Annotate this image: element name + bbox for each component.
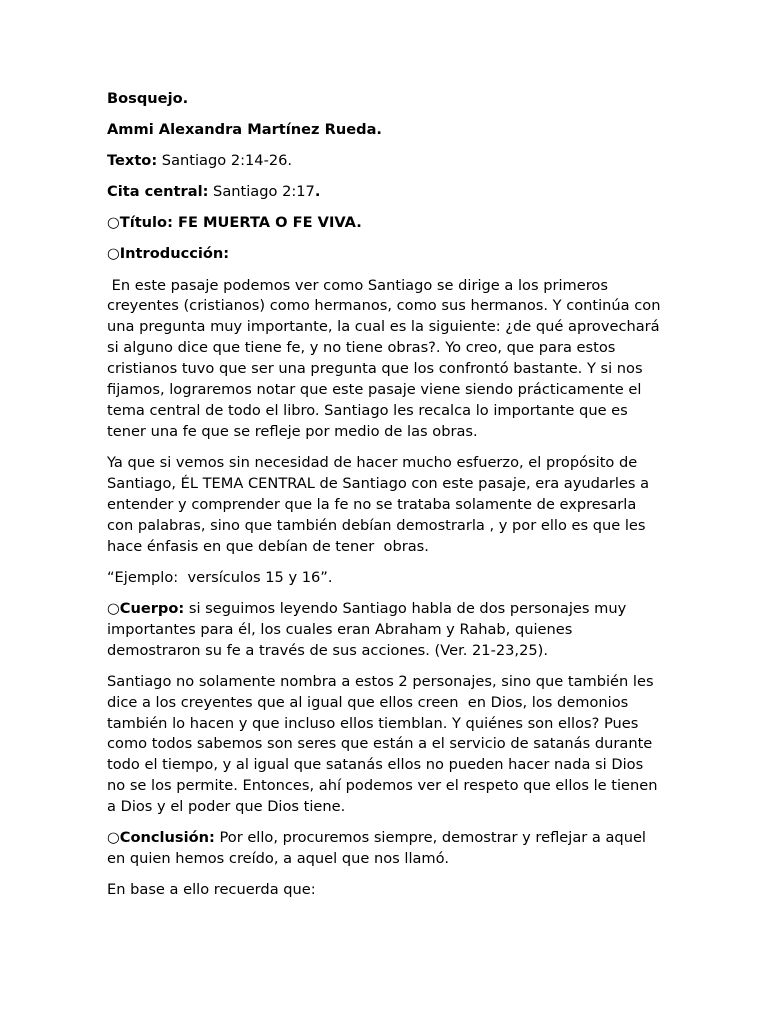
cita-line bbox=[107, 182, 663, 203]
ejemplo-line: “Ejemplo: versículos 15 y 16”. bbox=[107, 568, 333, 586]
intro-paragraph-1: En este pasaje podemos ver como Santiago se dirige a los primeros creyentes (cristianos) como hermanos, como sus hermanos. Y continúa con una pregunta muy importante, la cual es la siguiente: ¿de qué aprovechará si alguno dice que tiene fe, y no tiene obras?. Yo creo, que para estos cristianos tuvo que ser una pregunta que los confrontó bastante. Y si nos fijamos, lograremos notar que este pasaje viene siendo prácticamente el tema central de todo el libro. Santiago les recalca lo importante que es tener una fe que se refleje por medio de las obras. bbox=[107, 276, 666, 440]
cuerpo-text: si seguimos leyendo Santiago habla de dos personajes muy importantes para él, los cuales eran Abraham y Rahab, quienes demostraron su fe a través de sus acciones. (Ver. 21-23,25). bbox=[107, 599, 631, 659]
doc-title: ○Título: FE MUERTA O FE VIVA. bbox=[107, 214, 362, 232]
texto-line bbox=[107, 151, 663, 172]
conclusion-label: ○Conclusión: bbox=[107, 829, 215, 847]
cuerpo-paragraph-2: Santiago no solamente nombra a estos 2 personajes, sino que también les dice a los creyentes que al igual que ellos creen en Dios, los demonios también lo hacen y que incluso ellos tiemblan. Y quiénes son ellos? Pues como todos sabemos son seres que están a el servicio de satanás durante todo el tiempo, y al igual que satanás ellos no pueden hacer nada si Dios no se los permite. Entonces, ahí podemos ver el respeto que ellos le tienen a Dios y el poder que Dios tiene. bbox=[107, 672, 663, 816]
cita-period: . bbox=[314, 183, 321, 201]
cuerpo-paragraph bbox=[107, 599, 663, 662]
conclusion-text: Por ello, procuremos siempre, demostrar y reflejar a aquel en quien hemos creído, a aquel que nos llamó. bbox=[107, 829, 651, 868]
doc-heading: Bosquejo. bbox=[107, 90, 189, 107]
intro-paragraph-2: Ya que si vemos sin necesidad de hacer mucho esfuerzo, el propósito de Santiago, ÉL TEMA CENTRAL de Santiago con este pasaje, era ayudarles a entender y comprender que la fe no se trataba solamente de expresarla con palabras, sino que también debían demostrarla , y por ello es que les hace énfasis en que debían de tener obras. bbox=[107, 454, 654, 555]
cuerpo-label: ○Cuerpo: bbox=[107, 599, 185, 617]
doc-author: Ammi Alexandra Martínez Rueda. bbox=[107, 121, 382, 139]
texto-value: Santiago 2:14-26. bbox=[157, 152, 293, 170]
final-line: En base a ello recuerda que: bbox=[107, 881, 316, 899]
texto-label: Texto: bbox=[107, 152, 158, 170]
document-page bbox=[107, 89, 666, 911]
cita-label: Cita central: bbox=[107, 183, 209, 201]
conclusion-paragraph bbox=[107, 828, 663, 870]
cita-value: Santiago 2:17 bbox=[208, 183, 315, 201]
introduccion-label: ○Introducción: bbox=[107, 245, 230, 263]
